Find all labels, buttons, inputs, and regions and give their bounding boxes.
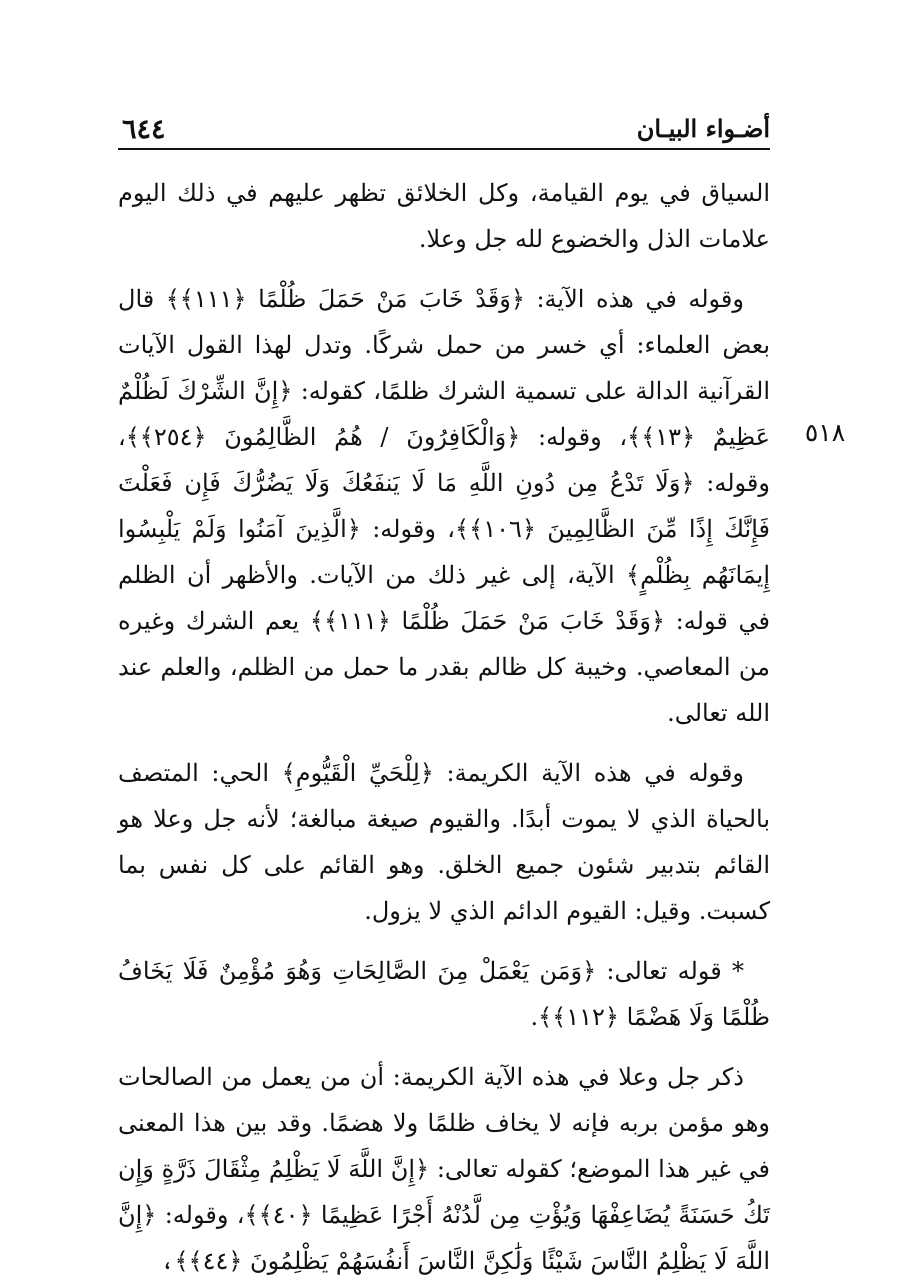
- paragraph-4: * قوله تعالى: ﴿وَمَن يَعْمَلْ مِنَ الصَّالِحَاتِ وَهُوَ مُؤْمِنٌ فَلَا يَخَافُ ظُلْمًا وَلَا هَضْمًا ﴿١١٢﴾﴾.: [118, 957, 770, 1031]
- book-title: أضـواء البيـان: [636, 114, 770, 143]
- page-header: [118, 112, 770, 150]
- page-number: ٦٤٤: [122, 114, 166, 145]
- paragraph-1: السياق في يوم القيامة، وكل الخلائق تظهر عليهم في ذلك اليوم علامات الذل والخضوع لله جل وعلا.: [118, 179, 770, 253]
- margin-reference-number: ٥١٨: [804, 418, 846, 447]
- paragraph-3: وقوله في هذه الآية الكريمة: ﴿لِلْحَيِّ الْقَيُّومِ﴾ الحي: المتصف بالحياة الذي لا يموت أبدًا. والقيوم صيغة مبالغة؛ لأنه جل وعلا هو القائم بتدبير شئون جميع الخلق. وهو القائم على كل نفس بما كسبت. وقيل: القيوم الدائم الذي لا يزول.: [118, 759, 770, 925]
- page-body: [118, 170, 770, 1284]
- paragraph-5: ذكر جل وعلا في هذه الآية الكريمة: أن من يعمل من الصالحات وهو مؤمن بربه فإنه لا يخاف ظلمًا ولا هضمًا. وقد بين هذا المعنى في غير هذا الموضع؛ كقوله تعالى: ﴿إِنَّ اللَّهَ لَا يَظْلِمُ مِثْقَالَ ذَرَّةٍ وَإِن تَكُ حَسَنَةً يُضَاعِفْهَا وَيُؤْتِ مِن لَّدُنْهُ أَجْرًا عَظِيمًا ﴿٤٠﴾﴾، وقوله: ﴿إِنَّ اللَّهَ لَا يَظْلِمُ النَّاسَ شَيْئًا وَلَٰكِنَّ النَّاسَ أَنفُسَهُمْ يَظْلِمُونَ ﴿٤٤﴾﴾،: [118, 1063, 770, 1275]
- paragraph-2: وقوله في هذه الآية: ﴿وَقَدْ خَابَ مَنْ حَمَلَ ظُلْمًا ﴿١١١﴾﴾ قال بعض العلماء: أي خسر من حمل شركًا. وتدل لهذا القول الآيات القرآنية الدالة على تسمية الشرك ظلمًا، كقوله: ﴿إِنَّ الشِّرْكَ لَظُلْمٌ عَظِيمٌ ﴿١٣﴾﴾، وقوله: ﴿وَالْكَافِرُونَ / هُمُ الظَّالِمُونَ ﴿٢٥٤﴾﴾، وقوله: ﴿وَلَا تَدْعُ مِن دُونِ اللَّهِ مَا لَا يَنفَعُكَ وَلَا يَضُرُّكَ فَإِن فَعَلْتَ فَإِنَّكَ إِذًا مِّنَ الظَّالِمِينَ ﴿١٠٦﴾﴾، وقوله: ﴿الَّذِينَ آمَنُوا وَلَمْ يَلْبِسُوا إِيمَانَهُم بِظُلْمٍ﴾ الآية، إلى غير ذلك من الآيات. والأظهر أن الظلم في قوله: ﴿وَقَدْ خَابَ مَنْ حَمَلَ ظُلْمًا ﴿١١١﴾﴾ يعم الشرك وغيره من المعاصي. وخيبة كل ظالم بقدر ما حمل من الظلم، والعلم عند الله تعالى.: [118, 285, 771, 727]
